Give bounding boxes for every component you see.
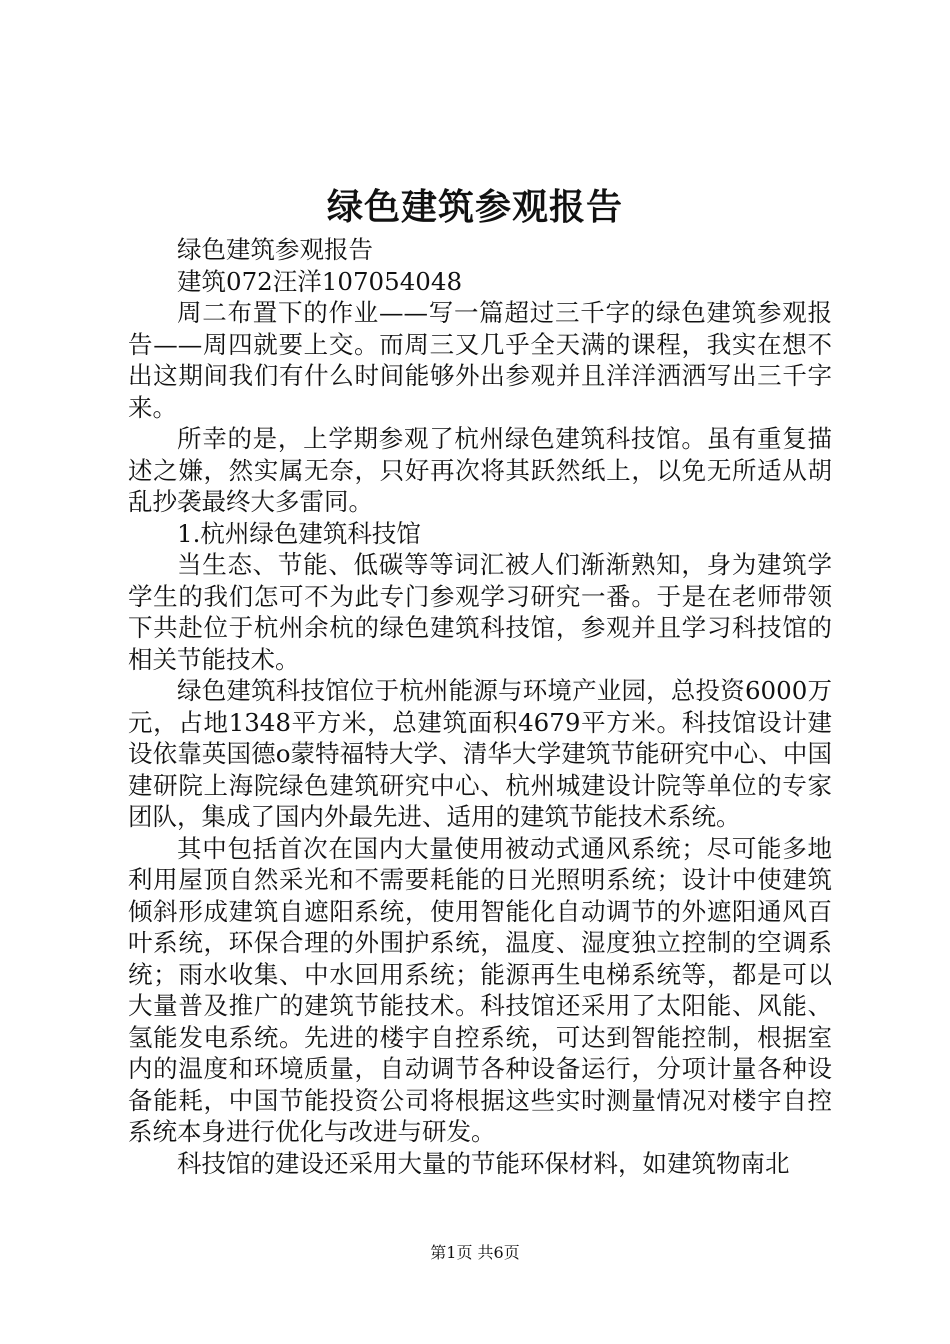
paragraph-author: 建筑072汪洋107054048 bbox=[177, 266, 463, 296]
paragraph: 科技馆的建设还采用大量的节能环保材料，如建筑物南北 bbox=[177, 1148, 790, 1178]
paragraph-subtitle: 绿色建筑参观报告 bbox=[177, 235, 373, 264]
paragraph: 当生态、节能、低碳等等词汇被人们渐渐熟知，身为建筑学学生的我们怎可不为此专门参观学习研究一番。于是在老师带领下共赴位于杭州余杭的绿色建筑科技馆，参观并且学习科技馆的相关节能技术。 bbox=[128, 550, 832, 674]
paragraph: 所幸的是，上学期参观了杭州绿色建筑科技馆。虽有重复描述之嫌，然实属无奈，只好再次将其跃然纸上，以免无所适从胡乱抄袭最终大多雷同。 bbox=[128, 424, 832, 516]
document-title: 绿色建筑参观报告 bbox=[326, 186, 623, 228]
paragraph: 周二布置下的作业——写一篇超过三千字的绿色建筑参观报告——周四就要上交。而周三又几乎全天满的课程，我实在想不出这期间我们有什么时间能够外出参观并且洋洋洒洒写出三千字来。 bbox=[128, 298, 832, 422]
page-footer: 第1页 共6页 bbox=[430, 1243, 520, 1262]
paragraph: 绿色建筑科技馆位于杭州能源与环境产业园，总投资6000万元，占地1348平方米，总建筑面积4679平方米。科技馆设计建设依靠英国德o蒙特福特大学、清华大学建筑节能研究中心、中国建研院上海院绿色建筑研究中心、杭州城建设计院等单位的专家团队，集成了国内外最先进、适用的建筑节能技术系统。 bbox=[128, 676, 832, 831]
document-body bbox=[128, 234, 832, 1179]
section-heading: 1.杭州绿色建筑科技馆 bbox=[177, 518, 421, 548]
paragraph: 其中包括首次在国内大量使用被动式通风系统；尽可能多地利用屋顶自然采光和不需要耗能的日光照明系统；设计中使建筑倾斜形成建筑自遮阳系统，使用智能化自动调节的外遮阳通风百叶系统，环保合理的外围护系统，温度、湿度独立控制的空调系统；雨水收集、中水回用系统；能源再生电梯系统等，都是可以大量普及推广的建筑节能技术。科技馆还采用了太阳能、风能、氢能发电系统。先进的楼宇自控系统，可达到智能控制，根据室内的温度和环境质量，自动调节各种设备运行，分项计量各种设备能耗，中国节能投资公司将根据这些实时测量情况对楼宇自控系统本身进行优化与改进与研发。 bbox=[128, 833, 832, 1146]
